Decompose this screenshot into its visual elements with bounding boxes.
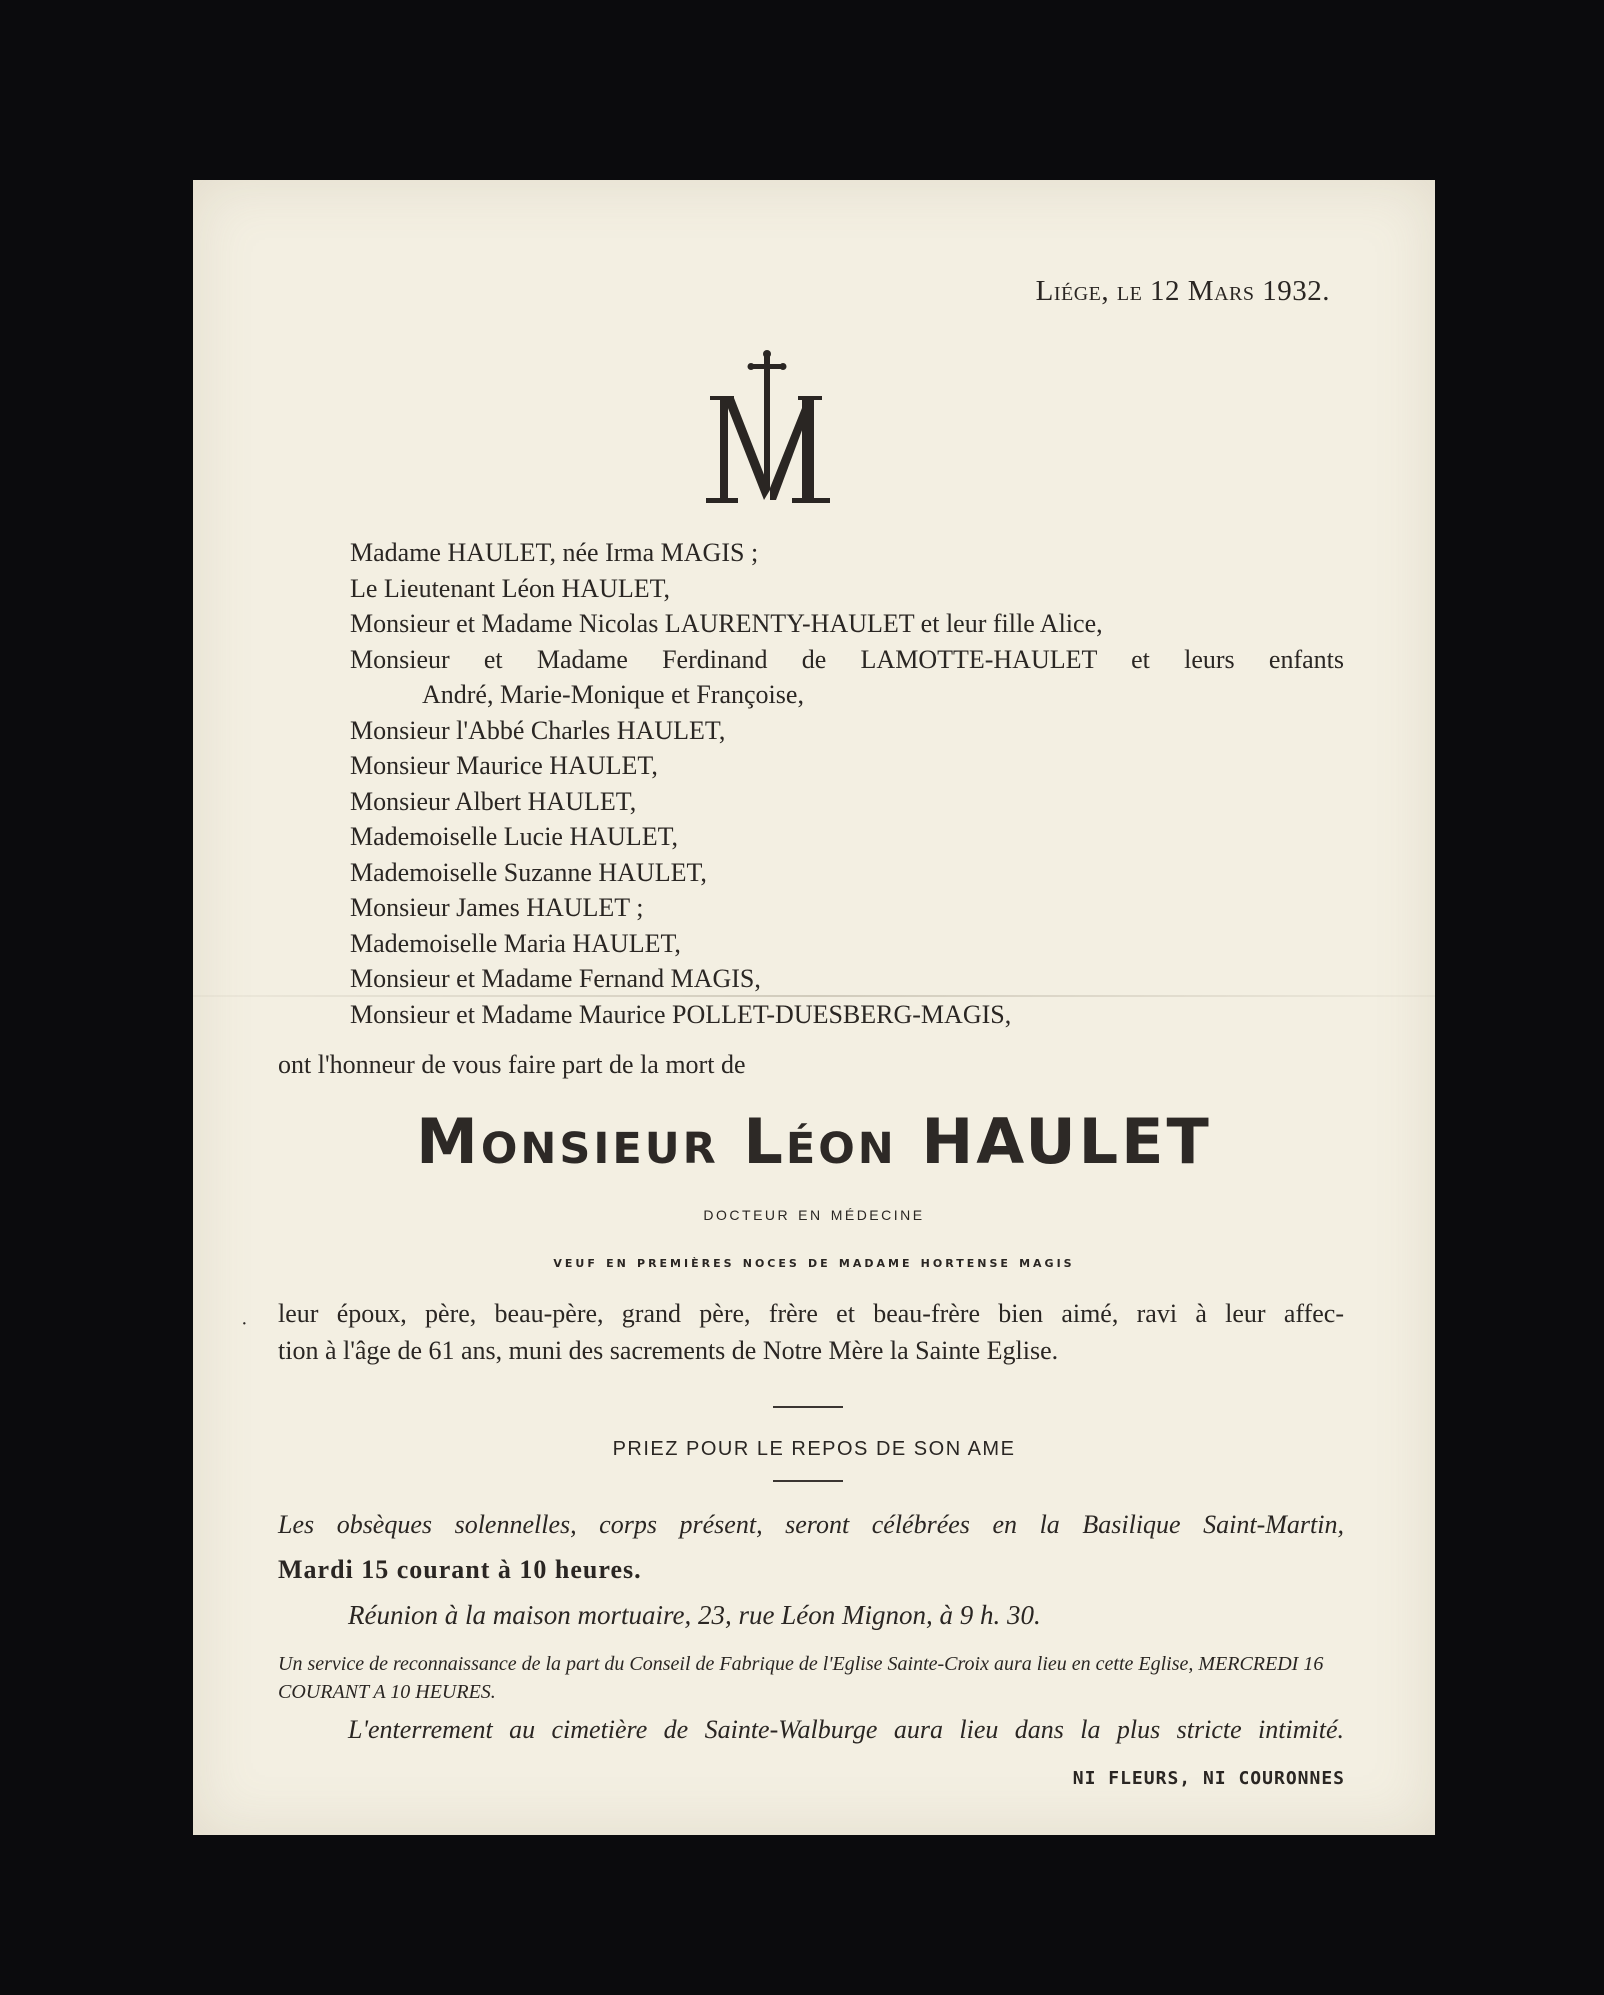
deceased-subtitle: veuf en premières noces de madame hortense magis [553,1253,1075,1271]
funeral-line-1: Les obsèques solennelles, corps présent, seront célébrées en la Basilique Saint-Martin, [278,1510,1344,1539]
stray-mark: · [241,1313,248,1335]
family-line: Monsieur Albert HAULET, [350,786,637,816]
announcement-intro: ont l'honneur de vous faire part de la mort de [278,1050,746,1079]
family-line: Monsieur et Madame Ferdinand de LAMOTTE-HAULET et leurs enfants [350,644,1344,674]
family-line: Mademoiselle Lucie HAULET, [350,822,679,851]
family-line: Monsieur l'Abbé Charles HAULET, [350,715,726,745]
family-line: Monsieur et Madame Nicolas LAURENTY-HAULET et leur fille Alice, [350,609,1103,638]
family-line: Le Lieutenant Léon HAULET, [350,573,671,603]
prayer-line: PRIEZ POUR LE REPOS DE SON AME [612,1438,1016,1460]
death-notice-sheet [193,180,1435,1835]
divider-bottom [773,1480,843,1482]
service-paragraph: Un service de reconnaissance de la part du Conseil de Fabrique de l'Eglise Sainte-Croix aura lieu en cette Eglise, MERCREDI 16 COURANT A 10 HEURES. [278,1653,1324,1703]
relation-line-1: leur époux, père, beau-père, grand père, frère et beau-frère bien aimé, ravi à leur affec- [278,1299,1344,1328]
family-line: Monsieur et Madame Maurice POLLET-DUESBERG-MAGIS, [350,999,1012,1029]
reunion-line: Réunion à la maison mortuaire, 23, rue Léon Mignon, à 9 h. 30. [348,1600,1041,1630]
deceased-title: docteur en médecine [703,1203,925,1225]
family-line: Mademoiselle Suzanne HAULET, [350,857,707,887]
family-list [350,535,1350,1032]
funeral-line-2: Mardi 15 courant à 10 heures. [278,1555,642,1584]
family-line: Mademoiselle Maria HAULET, [350,928,681,958]
relation-text [278,1295,1344,1369]
family-line: Monsieur James HAULET ; [350,893,644,922]
family-line: Madame HAULET, née Irma MAGIS ; [350,538,759,567]
family-line: Monsieur et Madame Fernand MAGIS, [350,964,761,993]
relation-line-2: tion à l'âge de 61 ans, muni des sacrements de Notre Mère la Sainte Eglise. [278,1336,1059,1365]
marian-monogram-icon [698,350,838,515]
no-flowers-line: NI FLEURS, NI COURONNES [1072,1768,1345,1789]
family-line: Monsieur Maurice HAULET, [350,751,658,780]
burial-line: L'enterrement au cimetière de Sainte-Walburge aura lieu dans la plus stricte intimité. [348,1715,1344,1744]
family-line: André, Marie-Monique et Françoise, [422,680,804,709]
date-line: Liége, le 12 Mars 1932. [1035,275,1330,307]
deceased-name: Monsieur Léon HAULET [416,1105,1212,1178]
divider-top [773,1406,843,1408]
